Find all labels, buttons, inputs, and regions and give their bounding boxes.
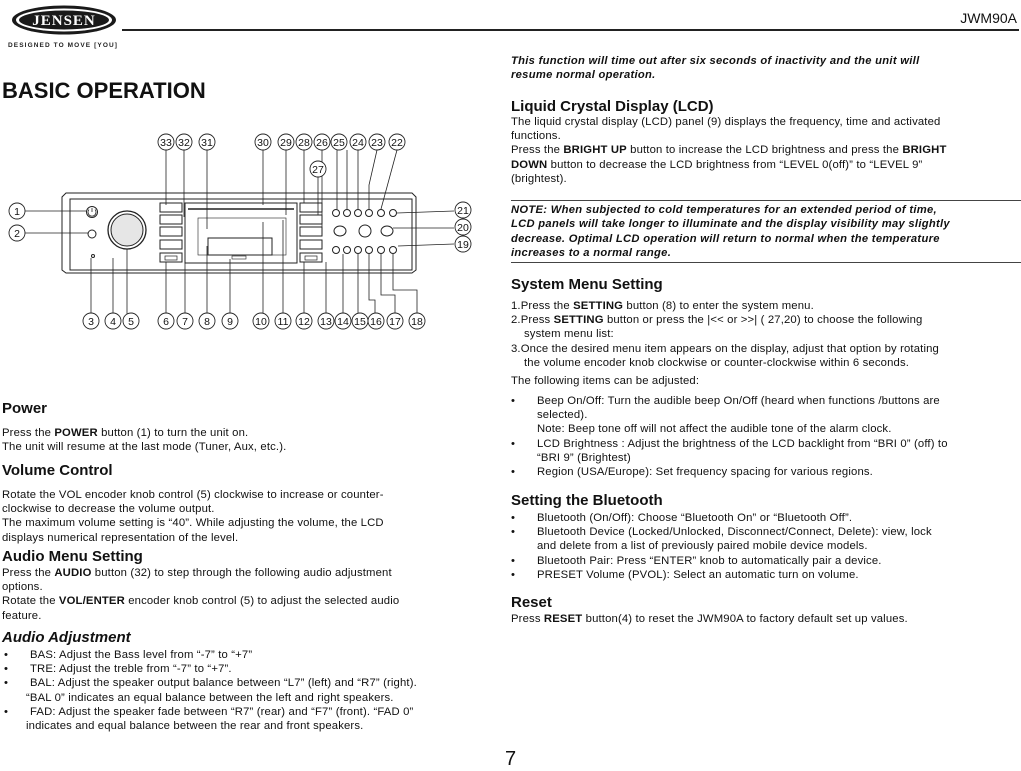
list-item-continuation: “BAL 0” indicates an equal balance between the left and right speakers. <box>26 691 394 704</box>
list-item-continuation: “BRI 9” (Brightest) <box>537 451 631 464</box>
reset-text: Press RESET button(4) to reset the JWM90A to factory default set up values. <box>511 613 908 625</box>
unit-drawing <box>62 193 416 273</box>
callout-31: 31 <box>201 137 213 149</box>
list-item-continuation: and delete from a list of previously paired mobile device models. <box>537 540 868 553</box>
system-menu-list <box>511 394 1019 479</box>
reset-heading: Reset <box>511 594 552 611</box>
list-item: • PRESET Volume (PVOL): Select an automatic turn on volume. <box>511 568 1019 582</box>
callout-19: 19 <box>457 239 469 251</box>
callout-23: 23 <box>371 137 383 149</box>
volume-heading: Volume Control <box>2 462 113 479</box>
system-menu-heading: System Menu Setting <box>511 276 663 293</box>
callout-21: 21 <box>457 205 469 217</box>
page-number: 7 <box>504 748 517 770</box>
callout-16: 16 <box>370 316 382 328</box>
callout-29: 29 <box>280 137 292 149</box>
callout-1: 1 <box>14 206 20 218</box>
list-item: • Bluetooth Pair: Press “ENTER” knob to automatically pair a device. <box>511 554 1019 568</box>
audio-menu-text: Press the AUDIO button (32) to step through the following audio adjustment options. Rotate the VOL/ENTER encoder knob control (5) to adjust the selected audio feature. <box>2 567 400 622</box>
lcd-heading: Liquid Crystal Display (LCD) <box>511 98 714 115</box>
audio-menu-heading: Audio Menu Setting <box>2 548 143 565</box>
callout-12: 12 <box>298 316 310 328</box>
callout-14: 14 <box>337 316 349 328</box>
bluetooth-heading: Setting the Bluetooth <box>511 492 663 509</box>
callout-33: 33 <box>160 137 172 149</box>
list-item: • Beep On/Off: Turn the audible beep On/Off (heard when functions /buttons are <box>511 394 1019 408</box>
callout-17: 17 <box>389 316 401 328</box>
list-item: • BAS: Adjust the Bass level from “-7” to “+7” <box>4 648 489 662</box>
logo-text: JENSEN <box>32 13 96 29</box>
callout-circles <box>9 134 471 329</box>
callout-20: 20 <box>457 222 469 234</box>
callout-27: 27 <box>312 164 324 176</box>
model-number: JWM90A <box>960 10 1017 26</box>
power-heading: Power <box>2 400 48 417</box>
header-rule <box>122 29 1019 31</box>
audio-adjustment-list <box>4 648 489 733</box>
list-item: • BAL: Adjust the speaker output balance between “L7” (left) and “R7” (right). <box>4 676 489 690</box>
callout-3: 3 <box>88 316 94 328</box>
volume-text: Rotate the VOL encoder knob control (5) clockwise to increase or counter- clockwise to decrease the volume output. The maximum volume setting is “40”. While adjusting the volume, the LCD displays numerical representation of the level. <box>2 489 384 544</box>
timeout-note: This function will time out after six seconds of inactivity and the unit will resume normal operation. <box>511 55 920 82</box>
callout-15: 15 <box>354 316 366 328</box>
callout-2: 2 <box>14 228 20 240</box>
list-item-continuation: indicates and equal balance between the rear and front speakers. <box>26 720 364 733</box>
list-item: • TRE: Adjust the treble from “-7” to “+7”. <box>4 662 489 676</box>
callout-25: 25 <box>333 137 345 149</box>
list-item: • Bluetooth Device (Locked/Unlocked, Disconnect/Connect, Delete): view, lock <box>511 525 1019 539</box>
head-unit-diagram <box>0 128 490 338</box>
callout-4: 4 <box>110 316 116 328</box>
jensen-logo <box>10 4 118 36</box>
lcd-text: The liquid crystal display (LCD) panel (9) displays the frequency, time and activated functions. Press the BRIGHT UP button to increase the LCD brightness and press the BRIGHT DOWN button to decrease the LCD brightness from “LEVEL 0(off)” to “LEVEL 9” (brightest). <box>511 116 947 185</box>
power-text: Press the POWER button (1) to turn the unit on. The unit will resume at the last mode (Tuner, Aux, etc.). <box>2 427 287 454</box>
audio-adjustment-heading: Audio Adjustment <box>2 629 131 646</box>
callout-8: 8 <box>204 316 210 328</box>
note-divider-bottom <box>511 262 1021 263</box>
callout-11: 11 <box>277 316 289 328</box>
callout-28: 28 <box>298 137 310 149</box>
callout-6: 6 <box>163 316 169 328</box>
list-item: • Bluetooth (On/Off): Choose “Bluetooth On” or “Bluetooth Off”. <box>511 511 1019 525</box>
list-item: • LCD Brightness : Adjust the brightness of the LCD backlight from “BRI 0” (off) to <box>511 437 1019 451</box>
list-item-continuation: Note: Beep tone off will not affect the audible tone of the alarm clock. <box>537 423 892 436</box>
callout-9: 9 <box>227 316 233 328</box>
callout-10: 10 <box>255 316 267 328</box>
callout-18: 18 <box>411 316 423 328</box>
callout-26: 26 <box>316 137 328 149</box>
callout-13: 13 <box>320 316 332 328</box>
list-item-continuation: selected). <box>537 409 588 422</box>
bluetooth-list <box>511 511 1019 582</box>
cold-temperature-note: NOTE: When subjected to cold temperatures for an extended period of time, LCD panels will take longer to illuminate and the display visibility may slightly decrease. Optimal LCD operation will return to normal when the temperature increases to a normal range. <box>511 204 950 259</box>
tagline: DESIGNED TO MOVE [YOU] <box>8 42 119 49</box>
list-item: • FAD: Adjust the speaker fade between “R7” (rear) and “F7” (front). “FAD 0” <box>4 705 489 719</box>
callout-22: 22 <box>391 137 403 149</box>
callout-32: 32 <box>178 137 190 149</box>
callout-7: 7 <box>182 316 188 328</box>
system-menu-intro: The following items can be adjusted: <box>511 375 700 387</box>
callout-5: 5 <box>128 316 134 328</box>
note-divider-top <box>511 200 1021 201</box>
list-item: • Region (USA/Europe): Set frequency spacing for various regions. <box>511 465 1019 479</box>
page-title: BASIC OPERATION <box>2 78 206 103</box>
system-menu-steps: 1.Press the SETTING button (8) to enter the system menu. 2.Press SETTING button or press the |<< or >>| ( 27,20) to choose the following system menu list: 3.Once the desired menu item appears on the display, adjust that option by rotating the volume encoder knob clockwise or counter-clockwise within 6 seconds. <box>511 300 939 369</box>
callout-30: 30 <box>257 137 269 149</box>
leader-lines <box>23 150 454 314</box>
callout-24: 24 <box>352 137 364 149</box>
